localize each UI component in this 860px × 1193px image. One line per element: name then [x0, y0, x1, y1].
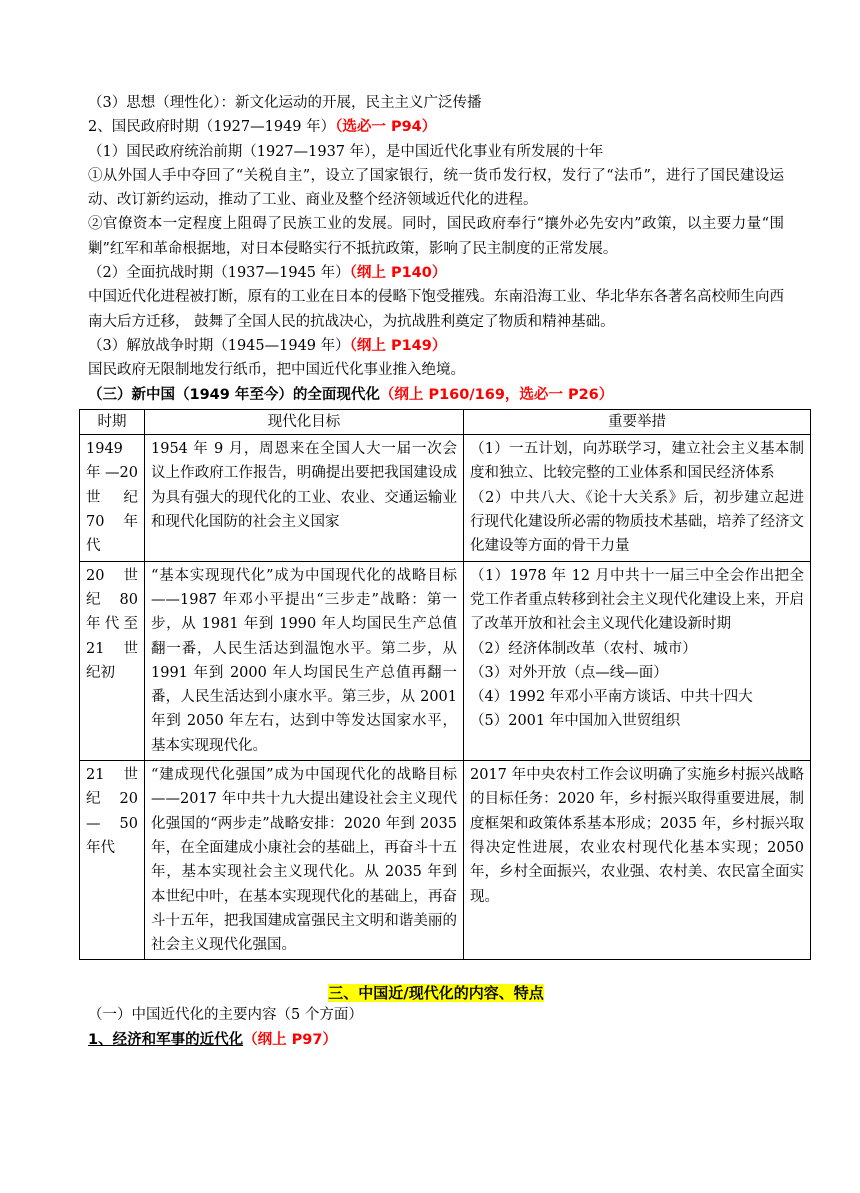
table-header-row	[80, 409, 811, 434]
new-china-heading	[88, 383, 784, 407]
item-1-heading	[88, 1028, 784, 1052]
heading-text: （三）新中国（1949 年至今）的全面现代化	[88, 386, 380, 403]
paragraph-4: 国民政府无限制地发行纸币，把中国近代化事业推入绝境。	[88, 362, 465, 379]
thought-line: （3）思想（理性化）：新文化运动的开展，民主主义广泛传播	[88, 95, 482, 111]
measure-item: （1）1978 年 12 月中共十一届三中全会作出把全党工作者重点转移到社会主义现代化建设上来，开启了改革开放和社会主义现代化建设新时期	[470, 567, 804, 633]
page-reference: （纲上 P160/169，选必一 P26）	[379, 386, 614, 403]
measures-cell	[464, 561, 811, 760]
header-goal: 现代化目标	[145, 409, 464, 434]
period-cell: 21 世纪 20 — 50 年代	[80, 761, 145, 960]
subsection-1-line: （一）中国近代化的主要内容（5 个方面）	[88, 1007, 363, 1024]
modernization-table	[79, 409, 811, 961]
goal-cell: “建成现代化强国”成为中国现代化的战略目标——2017 年中共十九大提出建设社会主义现代化强国的“两步走”战略安排：2020 年到 2035 年，在全面建成小康社会的基础上，再奋斗十五年，基本实现社会主义现代化。从 2035 年到本世纪中叶，在基本实现现代化的基础上，再奋斗十五年，把我国建成富强民主文明和谐美丽的社会主义现代化强国。	[145, 761, 464, 960]
page-reference: （纲上 P149）	[349, 337, 447, 354]
liberation-period-heading	[88, 334, 784, 358]
measure-item: （3）对外开放（点—线—面）	[470, 664, 668, 681]
heading-text: （3）解放战争时期（1945—1949 年）	[88, 337, 350, 354]
war-period-heading	[88, 261, 784, 285]
table-row	[80, 761, 811, 960]
measure-item: （4）1992 年邓小平南方谈话、中共十四大	[470, 689, 753, 706]
section-kmt-heading	[88, 115, 784, 139]
paragraph-1: ①从外国人手中夺回了“关税自主”，设立了国家银行，统一货币发行权，发行了“法币”，进行了国民建设运动、改订新约运动，推动了工业、商业及整个经济领域近代化的进程。	[88, 167, 784, 209]
page-reference: （纲上 P140）	[349, 265, 447, 282]
section-3-heading	[88, 982, 784, 1003]
page-reference: （纲上 P97）	[243, 1031, 337, 1048]
measure-item: （1）一五计划，向苏联学习，建立社会主义基本制度和独立、比较完整的工业体系和国民经济体系	[470, 441, 804, 482]
measures-cell	[464, 761, 811, 960]
document-page	[86, 91, 804, 1052]
measure-item: （5）2001 年中国加入世贸组织	[470, 713, 681, 730]
period-cell: 20 世纪 80 年代至 21 世纪初	[80, 561, 145, 760]
goal-cell: “基本实现现代化”成为中国现代化的战略目标——1987 年邓小平提出“三步走”战略：第一步，从 1981 年到 1990 年人均国民生产总值翻一番，人民生活达到温饱水平。第二步，从 1991 年到 2000 年人均国民生产总值再翻一番，人民生活达到小康水平。第三步，从 2001 年到 2050 年左右，达到中等发达国家水平，基本实现现代化。	[145, 561, 464, 760]
highlighted-heading: 三、中国近/现代化的内容、特点	[328, 984, 544, 1003]
paragraph-2: ②官僚资本一定程度上阻碍了民族工业的发展。同时，国民政府奉行“攘外必先安内”政策，以主要力量“围剿”红军和革命根据地，对日本侵略实行不抵抗政策，影响了民主制度的正常发展。	[88, 216, 784, 257]
paragraph-3: 中国近代化进程被打断，原有的工业在日本的侵略下饱受摧残。东南沿海工业、华北华东各著名高校师生向西南大后方迁移， 鼓舞了全国人民的抗战决心，为抗战胜利奠定了物质和精神基础。	[88, 289, 784, 330]
heading-text: 1、经济和军事的近代化	[88, 1031, 244, 1048]
measure-item: （2）中共八大、《论十大关系》后，初步建立起进行现代化建设所必需的物质技术基础，培养了经济文化建设等方面的骨干力量	[470, 489, 804, 555]
goal-cell: 1954 年 9 月，周恩来在全国人大一届一次会议上作政府工作报告，明确提出要把我国建设成为具有强大的现代化的工业、农业、交通运输业和现代化国防的社会主义国家	[145, 435, 464, 561]
page-reference: （选必一 P94）	[335, 119, 437, 136]
heading-text: 2、国民政府时期（1927—1949 年）	[88, 119, 336, 136]
early-period-line: （1）国民政府统治前期（1927—1937 年），是中国近代化事业有所发展的十年	[88, 143, 604, 160]
header-period: 时期	[80, 409, 145, 434]
table-row	[80, 435, 811, 561]
measure-item: 2017 年中央农村工作会议明确了实施乡村振兴战略的目标任务：2020 年，乡村振兴取得重要进展，制度框架和政策体系基本形成；2035 年，乡村振兴取得决定性进展，农业农村现代化基本实现；2050 年，乡村全面振兴，农业强、农村美、农民富全面实现。	[470, 767, 804, 905]
measure-item: （2）经济体制改革（农村、城市）	[470, 640, 697, 657]
measures-cell	[464, 435, 811, 561]
header-measures: 重要举措	[464, 409, 811, 434]
period-cell: 1949 年—20 世纪 70 年代	[80, 435, 145, 561]
table-row	[80, 561, 811, 760]
heading-text: （2）全面抗战时期（1937—1945 年）	[88, 265, 350, 282]
